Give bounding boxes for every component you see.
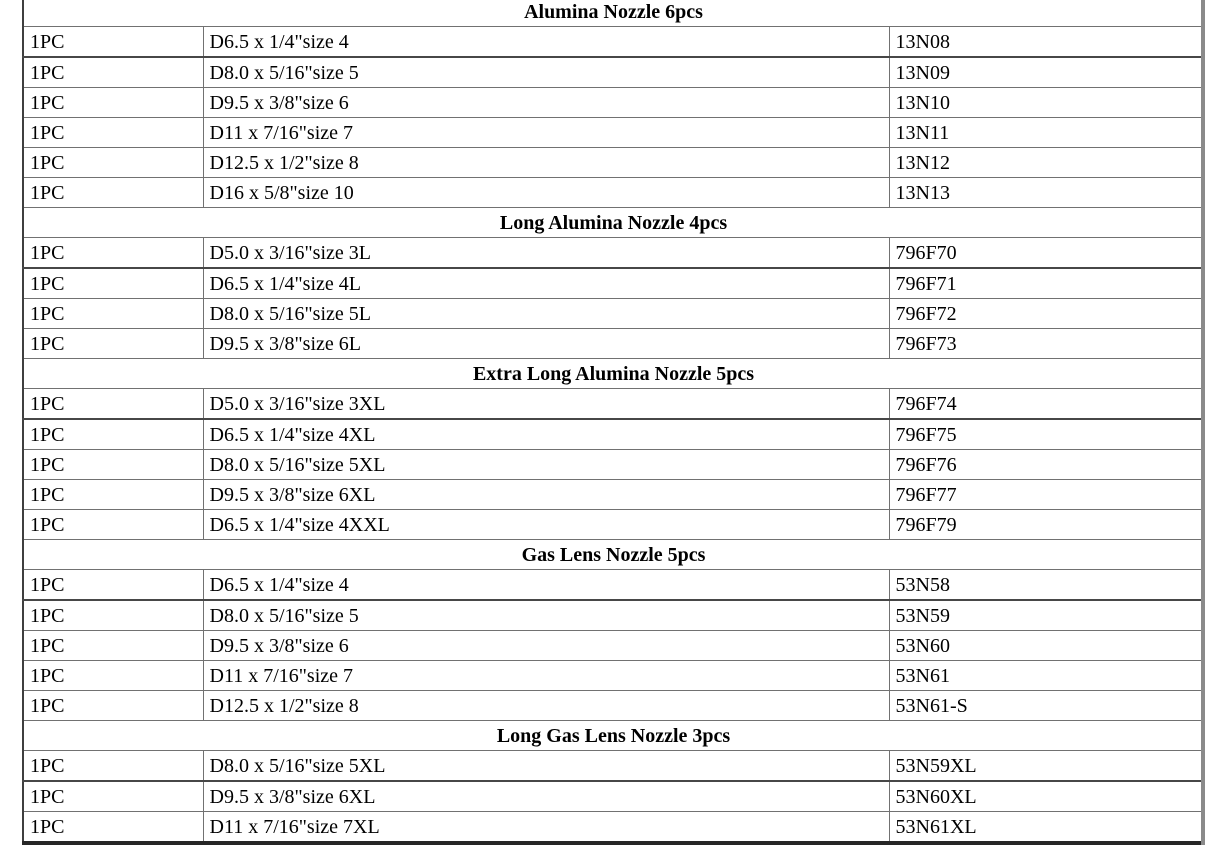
qty-cell: 1PC: [23, 751, 203, 782]
description-cell: D5.0 x 3/16"size 3XL: [203, 389, 889, 420]
description-cell: D11 x 7/16"size 7: [203, 118, 889, 148]
part-number-cell: 13N08: [889, 27, 1202, 58]
qty-cell: 1PC: [23, 781, 203, 812]
description-cell: D9.5 x 3/8"size 6: [203, 88, 889, 118]
part-number-cell: 796F74: [889, 389, 1202, 420]
qty-cell: 1PC: [23, 178, 203, 208]
section-header-row: [23, 721, 1202, 751]
table-row: [23, 812, 1202, 844]
parts-table-body: [23, 0, 1202, 843]
part-number-cell: 53N61: [889, 661, 1202, 691]
part-number-cell: 796F76: [889, 450, 1202, 480]
description-cell: D9.5 x 3/8"size 6XL: [203, 480, 889, 510]
qty-cell: 1PC: [23, 450, 203, 480]
section-title: Long Gas Lens Nozzle 3pcs: [23, 721, 1202, 751]
table-row: [23, 480, 1202, 510]
part-number-cell: 53N59: [889, 600, 1202, 631]
qty-cell: 1PC: [23, 812, 203, 844]
table-row: [23, 148, 1202, 178]
section-title: Long Alumina Nozzle 4pcs: [23, 208, 1202, 238]
description-cell: D6.5 x 1/4"size 4XXL: [203, 510, 889, 540]
table-row: [23, 57, 1202, 88]
table-row: [23, 661, 1202, 691]
qty-cell: 1PC: [23, 148, 203, 178]
parts-list-container: [22, 0, 1203, 845]
qty-cell: 1PC: [23, 27, 203, 58]
qty-cell: 1PC: [23, 631, 203, 661]
table-row: [23, 631, 1202, 661]
part-number-cell: 13N13: [889, 178, 1202, 208]
table-row: [23, 268, 1202, 299]
part-number-cell: 13N11: [889, 118, 1202, 148]
qty-cell: 1PC: [23, 329, 203, 359]
description-cell: D5.0 x 3/16"size 3L: [203, 238, 889, 269]
table-row: [23, 329, 1202, 359]
table-row: [23, 600, 1202, 631]
table-row: [23, 389, 1202, 420]
table-row: [23, 450, 1202, 480]
part-number-cell: 796F71: [889, 268, 1202, 299]
qty-cell: 1PC: [23, 238, 203, 269]
part-number-cell: 13N12: [889, 148, 1202, 178]
table-row: [23, 178, 1202, 208]
description-cell: D6.5 x 1/4"size 4: [203, 27, 889, 58]
description-cell: D8.0 x 5/16"size 5L: [203, 299, 889, 329]
section-header-row: [23, 0, 1202, 27]
part-number-cell: 13N10: [889, 88, 1202, 118]
table-row: [23, 419, 1202, 450]
part-number-cell: 13N09: [889, 57, 1202, 88]
part-number-cell: 796F79: [889, 510, 1202, 540]
table-row: [23, 299, 1202, 329]
part-number-cell: 796F72: [889, 299, 1202, 329]
qty-cell: 1PC: [23, 299, 203, 329]
section-header-row: [23, 359, 1202, 389]
description-cell: D6.5 x 1/4"size 4L: [203, 268, 889, 299]
description-cell: D9.5 x 3/8"size 6: [203, 631, 889, 661]
qty-cell: 1PC: [23, 480, 203, 510]
qty-cell: 1PC: [23, 268, 203, 299]
description-cell: D11 x 7/16"size 7XL: [203, 812, 889, 844]
table-row: [23, 88, 1202, 118]
description-cell: D8.0 x 5/16"size 5: [203, 600, 889, 631]
qty-cell: 1PC: [23, 57, 203, 88]
qty-cell: 1PC: [23, 389, 203, 420]
description-cell: D11 x 7/16"size 7: [203, 661, 889, 691]
section-header-row: [23, 208, 1202, 238]
qty-cell: 1PC: [23, 600, 203, 631]
description-cell: D12.5 x 1/2"size 8: [203, 691, 889, 721]
section-title: Extra Long Alumina Nozzle 5pcs: [23, 359, 1202, 389]
table-row: [23, 510, 1202, 540]
part-number-cell: 796F73: [889, 329, 1202, 359]
description-cell: D6.5 x 1/4"size 4: [203, 570, 889, 601]
part-number-cell: 53N58: [889, 570, 1202, 601]
description-cell: D9.5 x 3/8"size 6XL: [203, 781, 889, 812]
qty-cell: 1PC: [23, 691, 203, 721]
description-cell: D8.0 x 5/16"size 5XL: [203, 751, 889, 782]
qty-cell: 1PC: [23, 661, 203, 691]
description-cell: D8.0 x 5/16"size 5XL: [203, 450, 889, 480]
description-cell: D8.0 x 5/16"size 5: [203, 57, 889, 88]
qty-cell: 1PC: [23, 419, 203, 450]
table-row: [23, 570, 1202, 601]
table-row: [23, 27, 1202, 58]
qty-cell: 1PC: [23, 510, 203, 540]
part-number-cell: 796F75: [889, 419, 1202, 450]
part-number-cell: 796F70: [889, 238, 1202, 269]
qty-cell: 1PC: [23, 88, 203, 118]
part-number-cell: 53N59XL: [889, 751, 1202, 782]
part-number-cell: 53N60: [889, 631, 1202, 661]
section-title: Gas Lens Nozzle 5pcs: [23, 540, 1202, 570]
description-cell: D16 x 5/8"size 10: [203, 178, 889, 208]
table-row: [23, 118, 1202, 148]
table-row: [23, 751, 1202, 782]
section-title: Alumina Nozzle 6pcs: [23, 0, 1202, 27]
description-cell: D9.5 x 3/8"size 6L: [203, 329, 889, 359]
table-row: [23, 238, 1202, 269]
section-header-row: [23, 540, 1202, 570]
qty-cell: 1PC: [23, 118, 203, 148]
part-number-cell: 53N61XL: [889, 812, 1202, 844]
table-right-shadow: [1201, 0, 1205, 845]
part-number-cell: 796F77: [889, 480, 1202, 510]
description-cell: D12.5 x 1/2"size 8: [203, 148, 889, 178]
part-number-cell: 53N60XL: [889, 781, 1202, 812]
part-number-cell: 53N61-S: [889, 691, 1202, 721]
description-cell: D6.5 x 1/4"size 4XL: [203, 419, 889, 450]
parts-table: [22, 0, 1203, 845]
qty-cell: 1PC: [23, 570, 203, 601]
table-row: [23, 691, 1202, 721]
table-row: [23, 781, 1202, 812]
